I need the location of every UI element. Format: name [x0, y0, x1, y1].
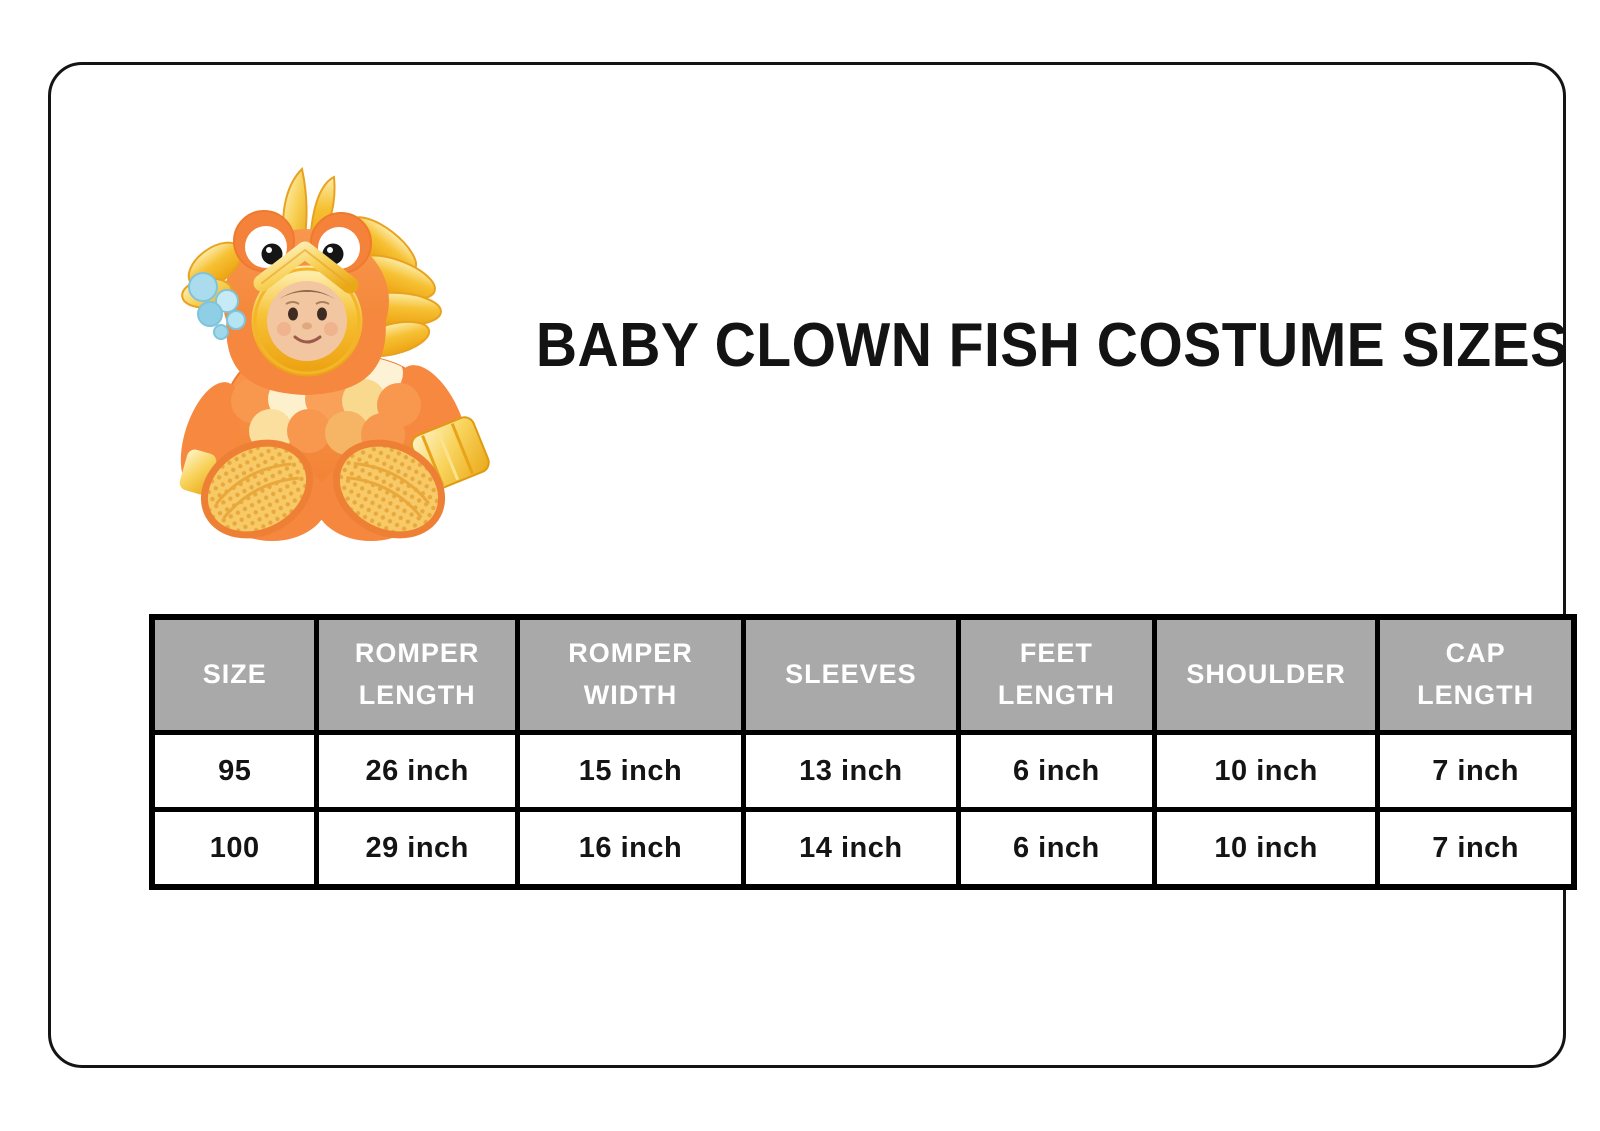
cell-romper-length: 26 inch: [317, 733, 518, 810]
cell-cap-length: 7 inch: [1378, 810, 1574, 888]
cell-size: 100: [152, 810, 317, 888]
cell-shoulder: 10 inch: [1154, 733, 1377, 810]
column-header-romper-width: ROMPER WIDTH: [517, 617, 743, 733]
table-row-size-95: [152, 733, 1574, 810]
column-header-shoulder: SHOULDER: [1154, 617, 1377, 733]
costume-photo: [169, 153, 491, 553]
column-header-size: SIZE: [152, 617, 317, 733]
cell-sleeves: 13 inch: [744, 733, 959, 810]
cell-romper-width: 15 inch: [517, 733, 743, 810]
cell-feet-length: 6 inch: [958, 733, 1154, 810]
column-header-feet-length: FEET LENGTH: [958, 617, 1154, 733]
baby-clownfish-costume-illustration: [169, 153, 491, 553]
cell-feet-length: 6 inch: [958, 810, 1154, 888]
size-chart-card: [48, 62, 1569, 1068]
table-row-size-100: [152, 810, 1574, 888]
cell-size: 95: [152, 733, 317, 810]
cell-shoulder: 10 inch: [1154, 810, 1377, 888]
cell-cap-length: 7 inch: [1378, 733, 1574, 810]
column-header-cap-length: CAP LENGTH: [1378, 617, 1574, 733]
table-header-row: [152, 617, 1574, 733]
cell-sleeves: 14 inch: [744, 810, 959, 888]
cell-romper-width: 16 inch: [517, 810, 743, 888]
page-title: [491, 312, 1571, 380]
size-table: [149, 614, 1577, 890]
cell-romper-length: 29 inch: [317, 810, 518, 888]
column-header-romper-length: ROMPER LENGTH: [317, 617, 518, 733]
column-header-sleeves: SLEEVES: [744, 617, 959, 733]
page-title-text: BABY CLOWN FISH COSTUME SIZES: [535, 311, 1569, 380]
